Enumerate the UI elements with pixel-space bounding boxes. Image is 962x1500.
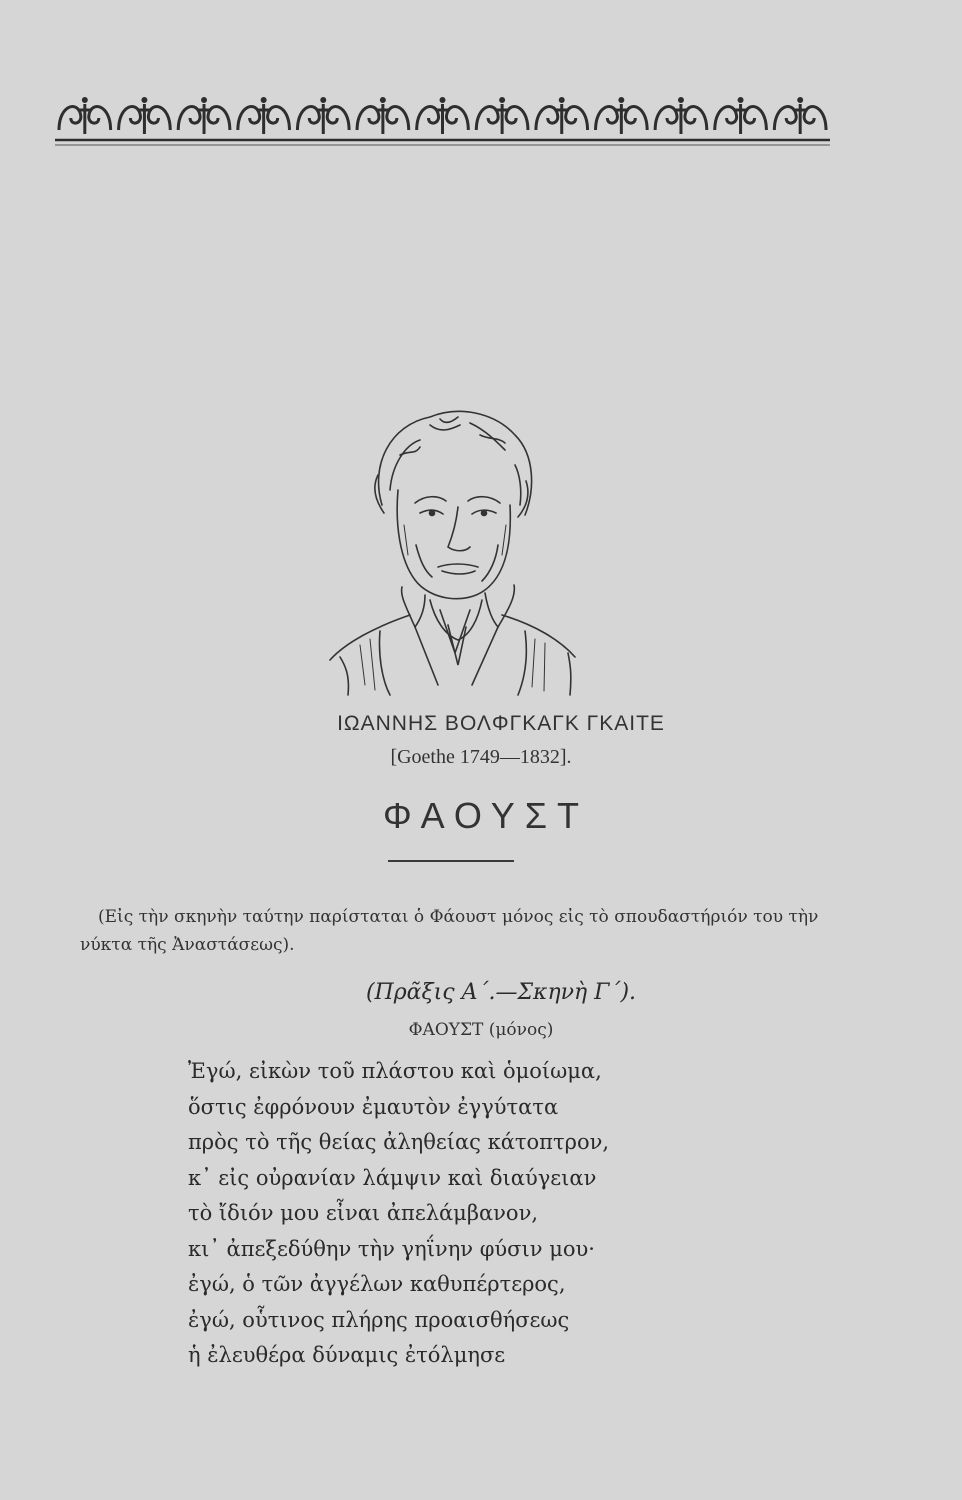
author-dates: [Goethe 1749—1832]. bbox=[390, 746, 572, 768]
verse-line: κ᾽ εἰς οὐρανίαν λάμψιν καὶ διαύγειαν bbox=[188, 1165, 597, 1190]
goethe-portrait-engraving-icon bbox=[320, 395, 580, 715]
verse-line: ἐγώ, ὁ τῶν ἀγγέλων καθυπέρτερος, bbox=[188, 1272, 566, 1296]
verse-line: πρὸς τὸ τῆς θείας ἀληθείας κάτοπτρον, bbox=[188, 1130, 610, 1154]
verse-line: κι᾽ ἀπεξεδύθην τὴν γηΐνην φύσιν μου· bbox=[188, 1236, 595, 1261]
act-scene-heading: (Πρᾶξις Α΄.—Σκηνὴ Γ΄). bbox=[365, 980, 637, 1005]
verse-line: τὸ ἴδιόν μου εἶναι ἀπελάμβανον, bbox=[188, 1201, 539, 1225]
speaker-label: ΦΑΟΥΣΤ (μόνος) bbox=[408, 1020, 554, 1040]
greek-meander-ornament-icon bbox=[55, 90, 830, 148]
work-title: ΦΑΟΥΣΤ bbox=[382, 795, 590, 836]
verse-line: ἡ ἐλευθέρα δύναμις ἐτόλμησε bbox=[188, 1343, 506, 1367]
verse-line: ἐγώ, οὗτινος πλήρης προαισθήσεως bbox=[188, 1307, 570, 1332]
author-name: ΙΩΑΝΝΗΣ ΒΟΛΦΓΚΑΓΚ ΓΚΑΙΤΕ bbox=[337, 712, 665, 735]
verse-line: Ἐγώ, εἰκὼν τοῦ πλάστου καὶ ὁμοίωμα, bbox=[188, 1059, 602, 1083]
verse-block bbox=[188, 1054, 808, 1374]
title-divider bbox=[388, 860, 514, 862]
stage-direction: (Εἰς τὴν σκηνὴν ταύτην παρίσταται ὁ Φάουστ μόνος εἰς τὸ σπουδαστήριόν του τὴν νύκτα τῆς Ἀναστάσεως). bbox=[80, 907, 819, 955]
verse-line: ὅστις ἐφρόνουν ἐμαυτὸν ἐγγύτατα bbox=[188, 1094, 559, 1119]
